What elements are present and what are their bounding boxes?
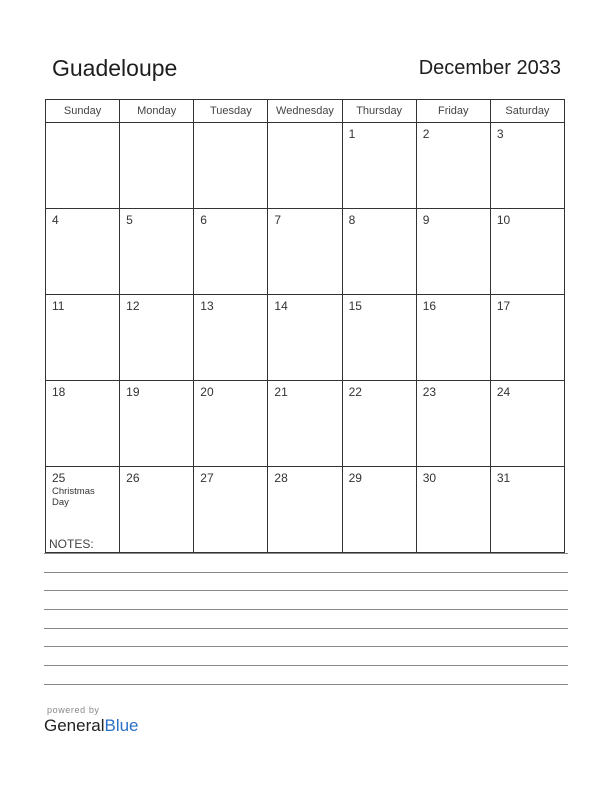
weekday-header-row <box>46 100 565 123</box>
day-cell <box>268 209 342 295</box>
weekday-header: Saturday <box>490 100 564 123</box>
day-cell <box>490 467 564 553</box>
day-number: 14 <box>274 299 288 313</box>
notes-line <box>44 684 568 685</box>
day-number: 3 <box>496 127 504 141</box>
day-number: 19 <box>126 385 140 399</box>
week-row <box>46 209 565 295</box>
notes-line <box>44 628 568 629</box>
holiday-label: Christmas Day <box>52 486 95 508</box>
day-cell <box>416 467 490 553</box>
weekday-header: Sunday <box>46 100 120 123</box>
day-cell <box>416 209 490 295</box>
generalblue-logo <box>44 716 139 736</box>
day-number: 10 <box>496 213 511 227</box>
notes-line <box>44 590 568 591</box>
day-number: 7 <box>274 213 282 227</box>
day-cell <box>120 209 194 295</box>
day-number: 16 <box>422 299 437 313</box>
day-cell <box>46 209 120 295</box>
day-cell <box>342 467 416 553</box>
day-cell <box>268 381 342 467</box>
day-number: 30 <box>422 471 437 485</box>
day-cell <box>490 381 564 467</box>
day-cell <box>268 467 342 553</box>
week-row <box>46 295 565 381</box>
day-cell <box>120 381 194 467</box>
week-row <box>46 467 565 553</box>
calendar-grid <box>45 99 565 553</box>
day-cell <box>46 381 120 467</box>
week-row <box>46 123 565 209</box>
day-number: 31 <box>496 471 511 485</box>
notes-label: NOTES: <box>49 537 94 551</box>
day-cell <box>194 123 268 209</box>
day-number: 13 <box>200 299 214 313</box>
day-cell <box>342 123 416 209</box>
day-cell <box>416 381 490 467</box>
weekday-header: Thursday <box>342 100 416 123</box>
day-number: 22 <box>348 385 362 399</box>
notes-line <box>44 572 568 573</box>
day-cell <box>342 209 416 295</box>
day-number: 12 <box>126 299 140 313</box>
day-number: 29 <box>348 471 362 485</box>
day-cell <box>490 295 564 381</box>
weekday-header: Monday <box>120 100 194 123</box>
day-number: 24 <box>496 385 511 399</box>
day-number: 28 <box>274 471 288 485</box>
notes-line <box>44 609 568 610</box>
day-number: 5 <box>126 213 133 227</box>
day-number: 4 <box>52 213 59 227</box>
day-number: 18 <box>52 385 66 399</box>
day-number: 26 <box>126 471 140 485</box>
day-cell <box>194 295 268 381</box>
day-cell <box>194 381 268 467</box>
day-number: 6 <box>200 213 207 227</box>
day-cell <box>194 467 268 553</box>
weekday-header: Wednesday <box>268 100 342 123</box>
week-row <box>46 381 565 467</box>
weekday-header: Tuesday <box>194 100 268 123</box>
day-number: 27 <box>200 471 214 485</box>
weekday-header: Friday <box>416 100 490 123</box>
day-number: 15 <box>348 299 362 313</box>
day-cell <box>120 295 194 381</box>
powered-by-text: powered by <box>47 705 100 715</box>
day-number: 20 <box>200 385 214 399</box>
day-cell <box>120 123 194 209</box>
day-number: 9 <box>422 213 430 227</box>
day-cell <box>490 123 564 209</box>
day-cell <box>342 381 416 467</box>
day-cell <box>416 295 490 381</box>
day-cell <box>490 209 564 295</box>
day-number: 1 <box>348 127 356 141</box>
day-cell <box>416 123 490 209</box>
day-cell <box>46 123 120 209</box>
brand-blue: Blue <box>104 716 139 735</box>
notes-line <box>44 646 568 647</box>
notes-line <box>44 665 568 666</box>
day-cell <box>120 467 194 553</box>
day-number: 17 <box>496 299 511 313</box>
day-number: 23 <box>422 385 437 399</box>
day-number: 21 <box>274 385 288 399</box>
day-cell <box>194 209 268 295</box>
brand-general: General <box>44 716 105 735</box>
day-cell <box>342 295 416 381</box>
day-number: 11 <box>52 299 65 313</box>
day-cell <box>46 295 120 381</box>
day-number: 25 <box>52 471 66 485</box>
day-number: 8 <box>348 213 356 227</box>
notes-line <box>44 553 568 554</box>
day-number: 2 <box>422 127 430 141</box>
calendar-country-title: Guadeloupe <box>52 55 178 81</box>
day-cell <box>268 123 342 209</box>
calendar-month-year: December 2033 <box>418 57 561 79</box>
day-cell <box>268 295 342 381</box>
